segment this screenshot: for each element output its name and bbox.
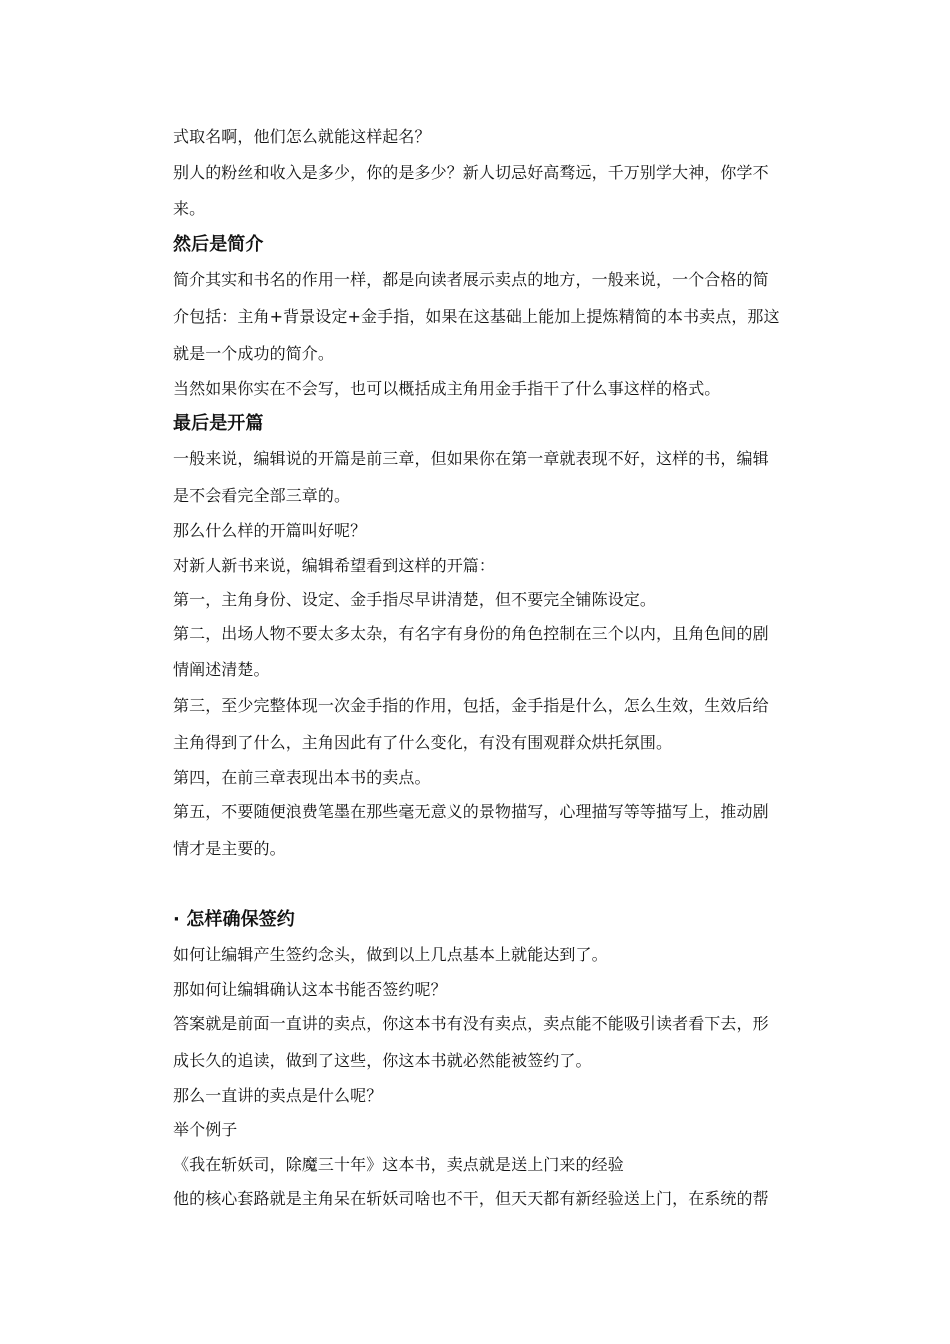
paragraph-line: 他的核心套路就是主角呆在斩妖司啥也不干，但天天都有新经验送上门，在系统的帮 (173, 1189, 769, 1208)
paragraph-line: 那么什么样的开篇叫好呢？ (173, 521, 367, 540)
paragraph-line: 第一，主角身份、设定、金手指尽早讲清楚，但不要完全铺陈设定。 (173, 590, 657, 609)
paragraph-line: 简介其实和书名的作用一样，都是向读者展示卖点的地方，一般来说，一个合格的简 (173, 270, 769, 289)
paragraph-line: 主角得到了什么，主角因此有了什么变化，有没有围观群众烘托氛围。 (173, 733, 673, 752)
paragraph-line: 介包括：主角+背景设定+金手指，如果在这基础上能加上提炼精简的本书卖点，那这 (173, 307, 780, 326)
paragraph-line: 式取名啊，他们怎么就能这样起名？ (173, 127, 431, 146)
section-heading-intro: 然后是简介 (173, 234, 264, 255)
paragraph-line: 情阐述清楚。 (173, 660, 270, 679)
paragraph-line: 成长久的追读，做到了这些，你这本书就必然能被签约了。 (173, 1051, 592, 1070)
paragraph-line: 第四，在前三章表现出本书的卖点。 (173, 768, 431, 787)
section-heading-signing: · 怎样确保签约 (173, 909, 295, 930)
paragraph-line: 答案就是前面一直讲的卖点，你这本书有没有卖点，卖点能不能吸引读者看下去，形 (173, 1014, 769, 1033)
paragraph-line: 那如何让编辑确认这本书能否签约呢？ (173, 980, 447, 999)
paragraph-line: 举个例子 (173, 1120, 238, 1139)
section-heading-opening: 最后是开篇 (173, 413, 264, 434)
paragraph-line: 《我在斩妖司，除魔三十年》这本书，卖点就是送上门来的经验 (173, 1155, 624, 1174)
paragraph-line: 那么一直讲的卖点是什么呢？ (173, 1086, 383, 1105)
paragraph-line: 来。 (173, 199, 206, 218)
paragraph-line: 别人的粉丝和收入是多少，你的是多少？新人切忌好高骛远，千万别学大神，你学不 (173, 163, 769, 182)
paragraph-line: 是不会看完全部三章的。 (173, 486, 351, 505)
paragraph-line: 对新人新书来说，编辑希望看到这样的开篇： (173, 556, 496, 575)
paragraph-line: 第五，不要随便浪费笔墨在那些毫无意义的景物描写，心理描写等等描写上，推动剧 (173, 802, 769, 821)
paragraph-line: 如何让编辑产生签约念头，做到以上几点基本上就能达到了。 (173, 945, 608, 964)
paragraph-line: 就是一个成功的简介。 (173, 344, 335, 363)
paragraph-line: 第二，出场人物不要太多太杂，有名字有身份的角色控制在三个以内，且角色间的剧 (173, 624, 769, 643)
paragraph-line: 第三，至少完整体现一次金手指的作用，包括，金手指是什么，怎么生效，生效后给 (173, 696, 769, 715)
paragraph-line: 情才是主要的。 (173, 839, 286, 858)
paragraph-line: 当然如果你实在不会写，也可以概括成主角用金手指干了什么事这样的格式。 (173, 379, 721, 398)
paragraph-line: 一般来说，编辑说的开篇是前三章，但如果你在第一章就表现不好，这样的书，编辑 (173, 449, 769, 468)
